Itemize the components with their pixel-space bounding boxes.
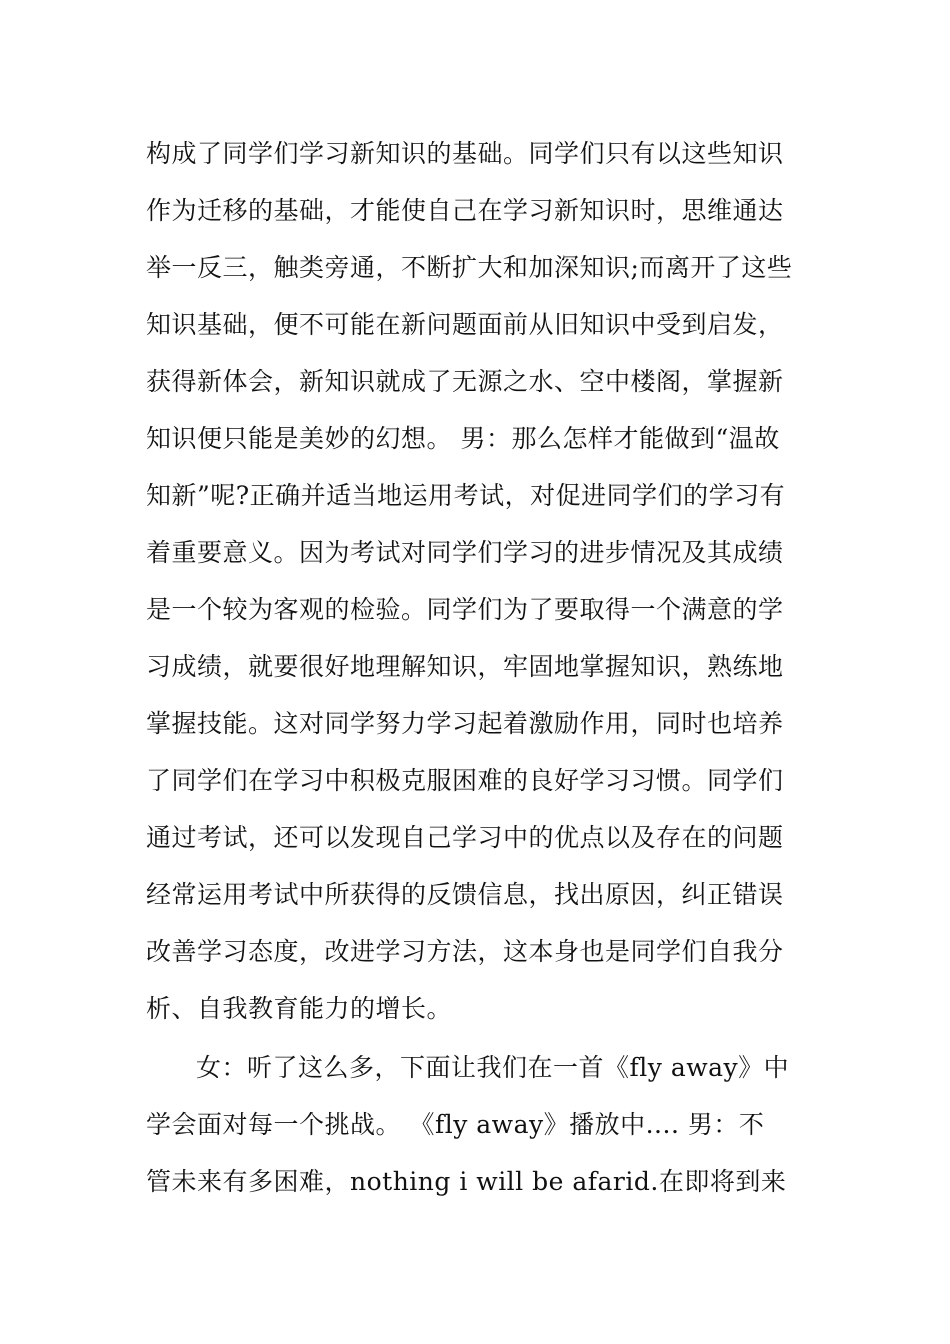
- text-line: 掌握技能。这对同学努力学习起着激励作用，同时也培养: [146, 709, 784, 738]
- text-line: 着重要意义。因为考试对同学们学习的进步情况及其成绩: [146, 538, 784, 567]
- text-line: 习成绩，就要很好地理解知识，牢固地掌握知识，熟练地: [146, 652, 784, 681]
- text-line: 知识基础，便不可能在新问题面前从旧知识中受到启发，: [146, 310, 784, 339]
- text-line: 构成了同学们学习新知识的基础。同学们只有以这些知识: [146, 139, 784, 168]
- text-line: 管未来有多困难，nothing i will be afarid.在即将到来: [146, 1167, 787, 1196]
- text-line: 学会面对每一个挑战。 《fly away》播放中.... 男：不: [146, 1110, 765, 1139]
- paragraph-2: [146, 1039, 816, 1210]
- text-line: 了同学们在学习中积极克服困难的良好学习习惯。同学们: [146, 766, 784, 795]
- text-line: 作为迁移的基础，才能使自己在学习新知识时，思维通达: [146, 196, 784, 225]
- text-line: 获得新体会，新知识就成了无源之水、空中楼阁，掌握新: [146, 367, 784, 396]
- text-line: 女：听了这么多，下面让我们在一首《fly away》中: [196, 1053, 790, 1082]
- text-line: 知识便只能是美妙的幻想。 男：那么怎样才能做到“温故: [146, 424, 780, 453]
- text-line: 通过考试，还可以发现自己学习中的优点以及存在的问题: [146, 823, 784, 852]
- text-line: 举一反三，触类旁通，不断扩大和加深知识;而离开了这些: [146, 253, 793, 282]
- paragraph-1: [146, 125, 816, 1037]
- text-line: 经常运用考试中所获得的反馈信息，找出原因，纠正错误: [146, 880, 784, 909]
- text-line: 改善学习态度，改进学习方法，这本身也是同学们自我分: [146, 937, 784, 966]
- text-line: 析、自我教育能力的增长。: [146, 994, 453, 1023]
- text-line: 知新”呢?正确并适当地运用考试，对促进同学们的学习有: [146, 481, 786, 510]
- text-line: 是一个较为客观的检验。同学们为了要取得一个满意的学: [146, 595, 784, 624]
